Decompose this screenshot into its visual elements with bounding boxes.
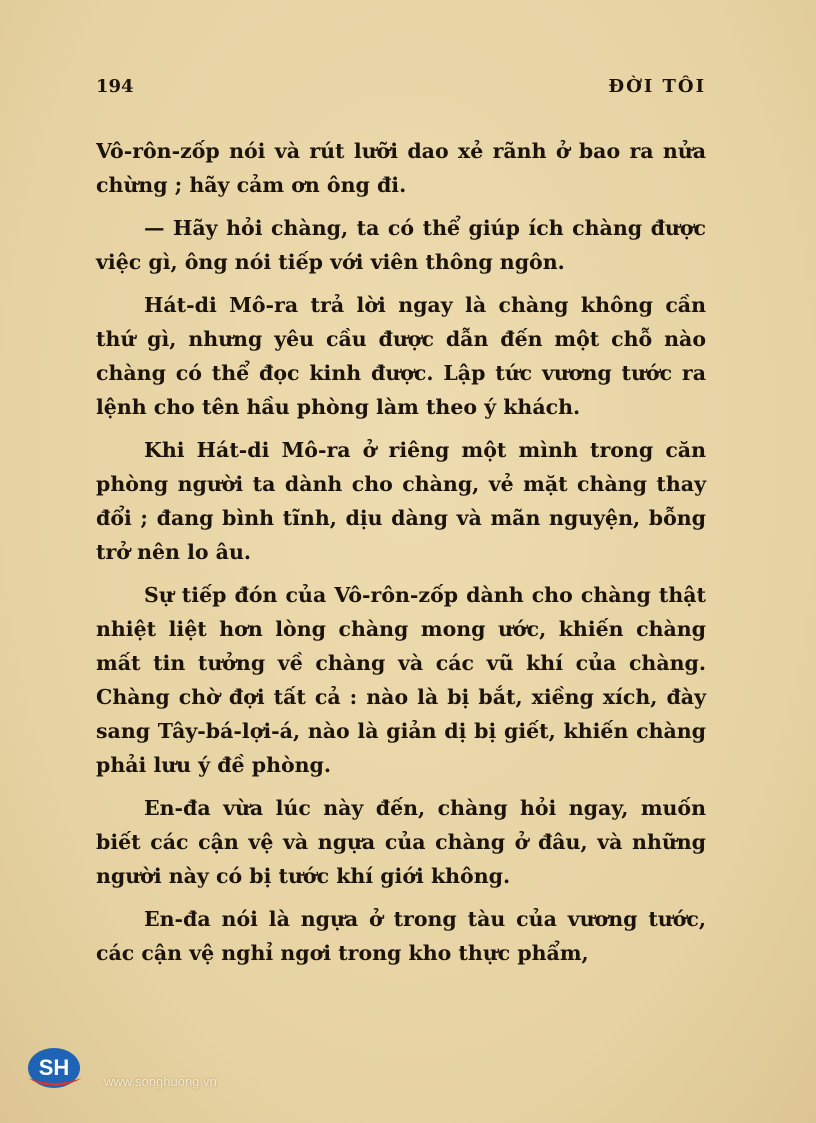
page-number: 194 — [96, 76, 134, 97]
paragraph-5: Sự tiếp đón của Vô-rôn-zốp dành cho chàng thật nhiệt liệt hơn lòng chàng mong ước, khiến chàng mất tin tưởng về chàng và các vũ khí của chàng. Chàng chờ đợi tất cả : nào là bị bắt, xiềng xích, đày sang Tây-bá-lợi-á, nào là giản dị bị giết, khiến chàng phải lưu ý đề phòng. — [96, 583, 706, 777]
watermark — [22, 1044, 322, 1094]
paragraph-6: En-đa vừa lúc này đến, chàng hỏi ngay, muốn biết các cận vệ và ngựa của chàng ở đâu, và những người này có bị tước khí giới không. — [96, 796, 706, 888]
watermark-url: www.songhuong.vn — [104, 1074, 217, 1089]
logo-text: SH — [38, 1055, 70, 1080]
paragraph-4: Khi Hát-di Mô-ra ở riêng một mình trong căn phòng người ta dành cho chàng, vẻ mặt chàng thay đổi ; đang bình tĩnh, dịu dàng và mãn nguyện, bỗng trở nên lo âu. — [96, 438, 706, 564]
paragraph-7: En-đa nói là ngựa ở trong tàu của vương tước, các cận vệ nghỉ ngơi trong kho thực phẩm, — [96, 907, 706, 965]
paragraph-2: — Hãy hỏi chàng, ta có thể giúp ích chàng được việc gì, ông nói tiếp với viên thông ngôn. — [96, 216, 706, 274]
paragraph-3: Hát-di Mô-ra trả lời ngay là chàng không cần thứ gì, nhưng yêu cầu được dẫn đến một chỗ nào chàng có thể đọc kinh được. Lập tức vương tước ra lệnh cho tên hầu phòng làm theo ý khách. — [96, 293, 706, 419]
songhuong-logo-icon — [22, 1044, 92, 1094]
paragraph-1: Vô-rôn-zốp nói và rút lưỡi dao xẻ rãnh ở bao ra nửa chừng ; hãy cảm ơn ông đi. — [96, 139, 706, 197]
page-header — [96, 76, 706, 106]
running-title: ĐỜI TÔI — [608, 76, 706, 97]
body-text — [96, 134, 706, 979]
